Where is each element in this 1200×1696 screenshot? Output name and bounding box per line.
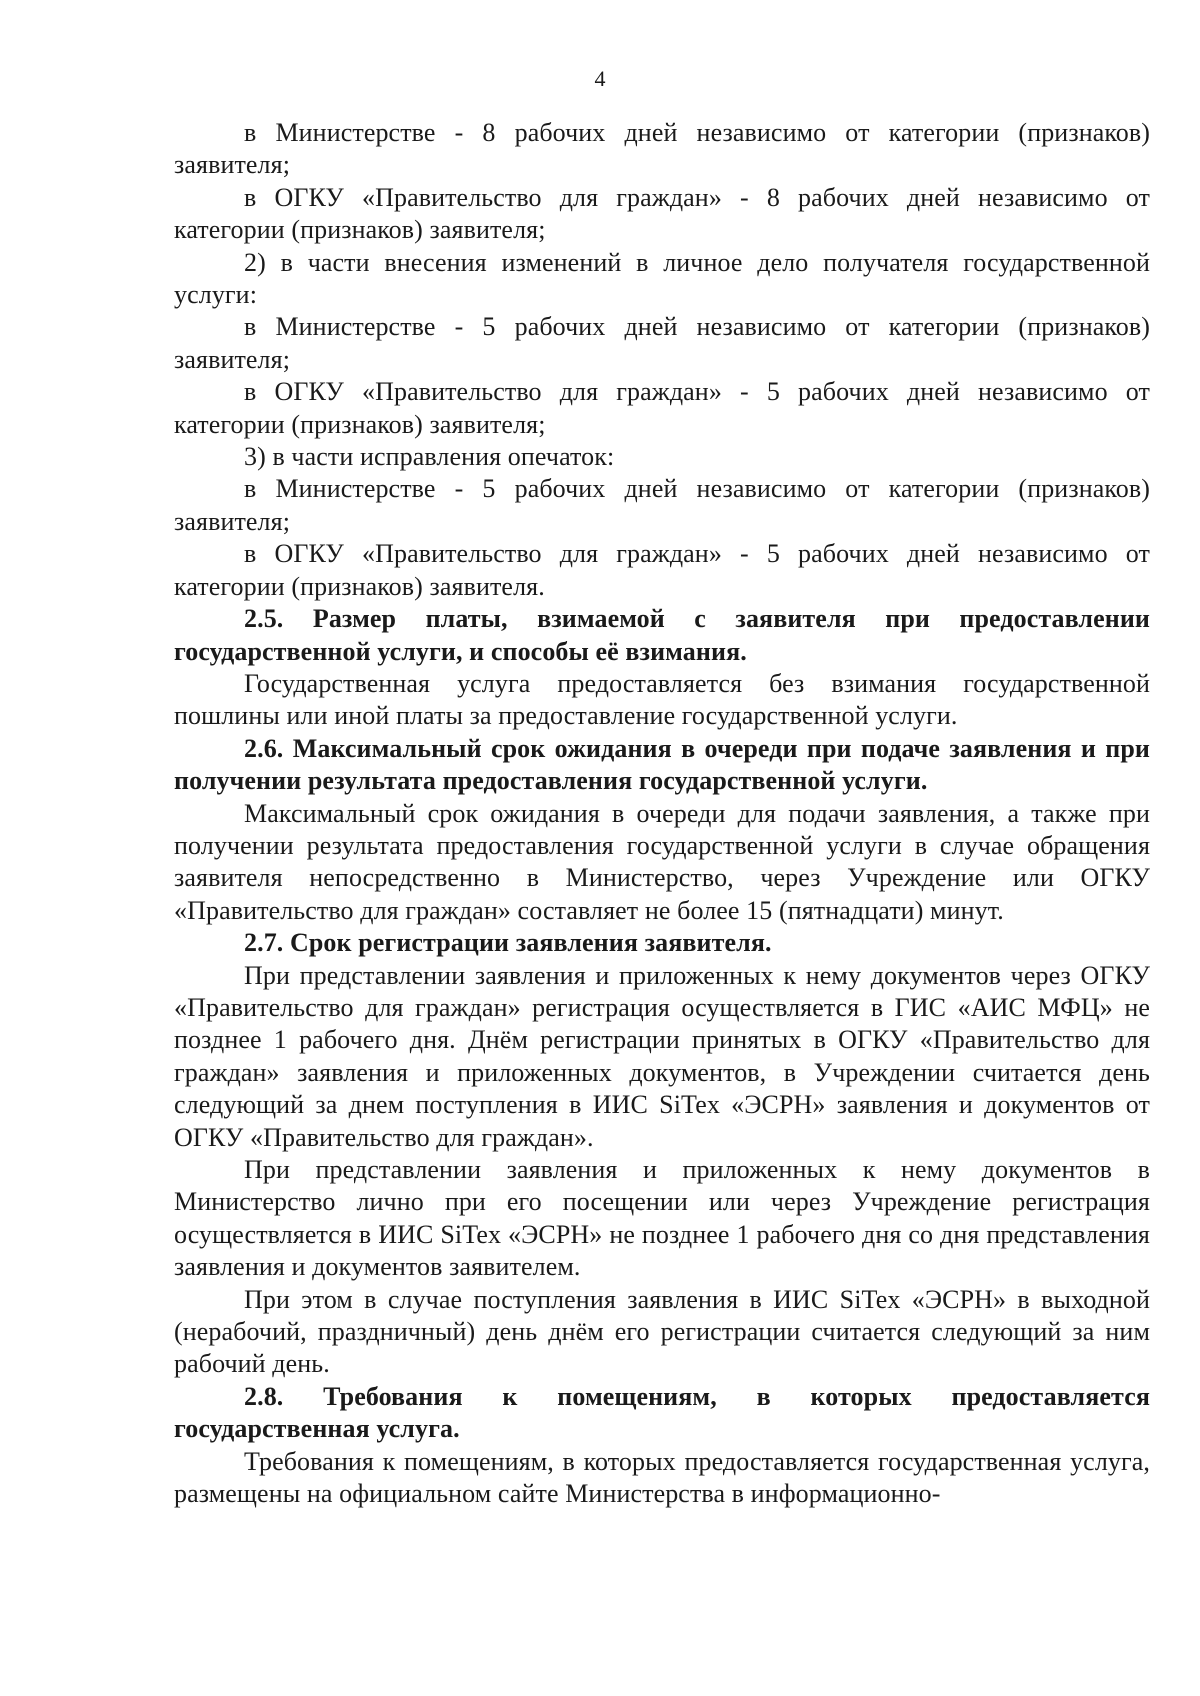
paragraph: Максимальный срок ожидания в очереди для подачи заявления, а также при получении результата предоставления государственной услуги в случае обращения заявителя непосредственно в Министерство, через Учреждение или ОГКУ «Правительство для граждан» составляет не более 15 (пятнадцати) минут. bbox=[174, 798, 1150, 925]
paragraph: При представлении заявления и приложенных к нему документов через ОГКУ «Правительство для граждан» регистрация осуществляется в ГИС «АИС МФЦ» не позднее 1 рабочего дня. Днём регистрации принятых в ОГКУ «Правительство для граждан» заявления и приложенных документов, в Учреждении считается день следующий за днем поступления в ИИС SiTex «ЭСРН» заявления и документов от ОГКУ «Правительство для граждан». bbox=[174, 960, 1150, 1152]
paragraph: в Министерстве - 5 рабочих дней независимо от категории (признаков) заявителя; bbox=[174, 312, 1150, 374]
paragraph: в ОГКУ «Правительство для граждан» - 8 рабочих дней независимо от категории (признаков) заявителя; bbox=[174, 182, 1150, 245]
paragraph: При этом в случае поступления заявления в ИИС SiTex «ЭСРН» в выходной (нерабочий, праздничный) день днём его регистрации считается следующий за ним рабочий день. bbox=[174, 1284, 1150, 1379]
section-heading-2-5: 2.5. Размер платы, взимаемой с заявителя при предоставлении государственной услуги, и способы её взимания. bbox=[174, 604, 1150, 666]
paragraph: 2) в части внесения изменений в личное дело получателя государственной услуги: bbox=[174, 247, 1150, 310]
section-heading-2-8: 2.8. Требования к помещениям, в которых предоставляется государственная услуга. bbox=[174, 1381, 1150, 1444]
paragraph: в ОГКУ «Правительство для граждан» - 5 рабочих дней независимо от категории (признаков) заявителя. bbox=[174, 539, 1150, 601]
paragraph: в Министерстве - 5 рабочих дней независимо от категории (признаков) заявителя; bbox=[174, 474, 1150, 536]
paragraph: 3) в части исправления опечаток: bbox=[244, 442, 615, 472]
section-heading-2-6: 2.6. Максимальный срок ожидания в очереди при подаче заявления и при получении результата предоставления государственной услуги. bbox=[174, 733, 1150, 796]
paragraph: Государственная услуга предоставляется без взимания государственной пошлины или иной платы за предоставление государственной услуги. bbox=[174, 668, 1150, 731]
paragraph: При представлении заявления и приложенных к нему документов в Министерство лично при его посещении или через Учреждение регистрация осуществляется в ИИС SiTex «ЭСРН» не позднее 1 рабочего дня со дня представления заявления и документов заявителем. bbox=[174, 1155, 1150, 1282]
document-body bbox=[174, 117, 1150, 1510]
paragraph: в ОГКУ «Правительство для граждан» - 5 рабочих дней независимо от категории (признаков) заявителя; bbox=[174, 377, 1150, 439]
section-heading-2-7: 2.7. Срок регистрации заявления заявителя. bbox=[244, 928, 772, 958]
page-number: 4 bbox=[594, 66, 606, 91]
paragraph: Требования к помещениям, в которых предоставляется государственная услуга, размещены на официальном сайте Министерства в информационно- bbox=[174, 1446, 1150, 1509]
paragraph: в Министерстве - 8 рабочих дней независимо от категории (признаков) заявителя; bbox=[174, 118, 1150, 180]
